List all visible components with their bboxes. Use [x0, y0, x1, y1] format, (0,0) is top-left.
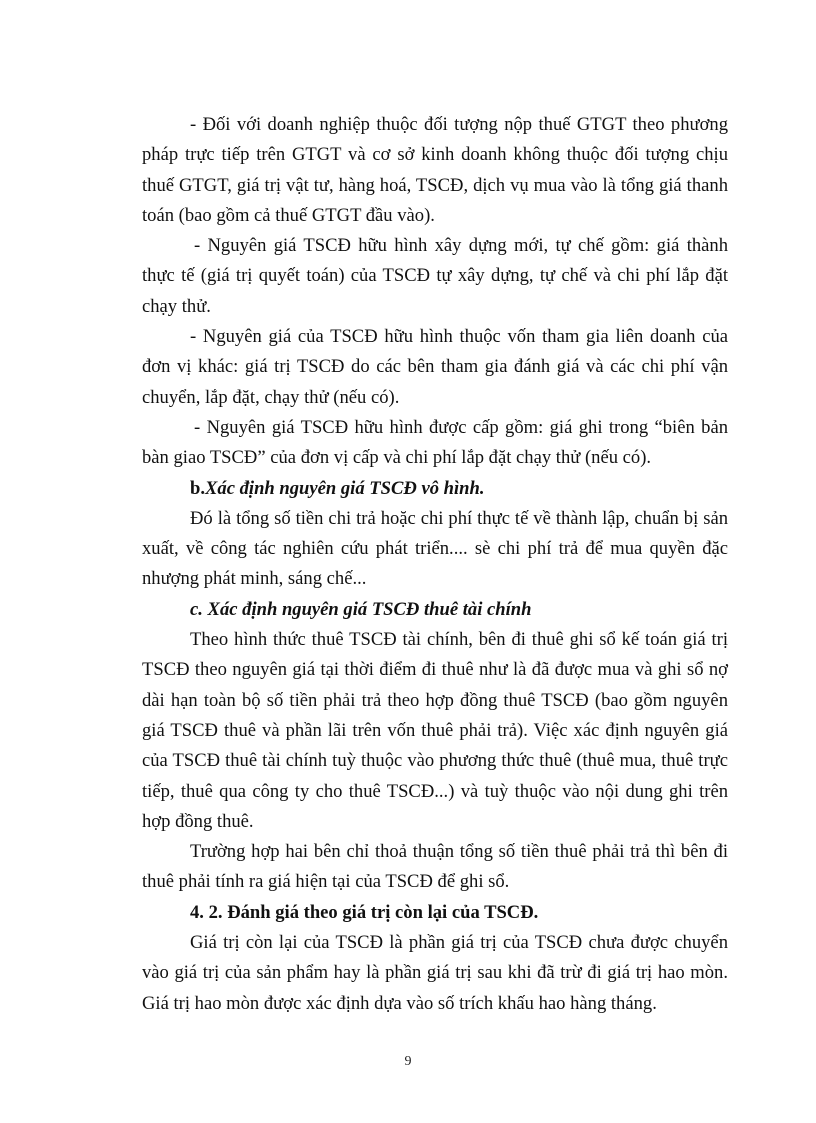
paragraph-self-built-assets: - Nguyên giá TSCĐ hữu hình xây dựng mới, tự chế gồm: giá thành thực tế (giá trị quyết toán) của TSCĐ tự xây dựng, tự chế và chi phí lắp đặt chạy thử. [142, 235, 728, 317]
paragraph-finance-lease: Theo hình thức thuê TSCĐ tài chính, bên đi thuê ghi sổ kế toán giá trị TSCĐ theo nguyên giá tại thời điểm đi thuê như là đã được mua và ghi sổ nợ dài hạn toàn bộ số tiền phải trả theo hợp đồng thuê TSCĐ (bao gồm nguyên giá TSCĐ thuê và phần lãi trên vốn thuê phải trả). Việc xác định nguyên giá của TSCĐ thuê tài chính tuỳ thuộc vào phương thức thuê (thuê mua, thuê trực tiếp, thuê qua công ty cho thuê TSCĐ...) và tuỳ thuộc vào nội dung ghi trên hợp đồng thuê. [142, 629, 728, 832]
section-heading-b [142, 474, 728, 504]
paragraph-joint-venture-assets: - Nguyên giá của TSCĐ hữu hình thuộc vốn tham gia liên doanh của đơn vị khác: giá trị TSCĐ do các bên tham gia đánh giá và các chi phí vận chuyển, lắp đặt, chạy thử (nếu có). [142, 326, 728, 408]
paragraph-direct-method: - Đối với doanh nghiệp thuộc đối tượng nộp thuế GTGT theo phương pháp trực tiếp trên GTGT và cơ sở kinh doanh không thuộc đối tượng chịu thuế GTGT, giá trị vật tư, hàng hoá, TSCĐ, dịch vụ mua vào là tổng giá thanh toán (bao gồm cả thuế GTGT đầu vào). [142, 114, 728, 226]
section-heading-b-prefix: b. [190, 477, 205, 499]
document-page [142, 110, 728, 1019]
paragraph-intangible-assets: Đó là tổng số tiền chi trả hoặc chi phí thực tế về thành lập, chuẩn bị sản xuất, về công tác nghiên cứu phát triển.... sè chi phí trả để mua quyền đặc nhượng phát minh, sáng chế... [142, 507, 728, 590]
paragraph-residual-value: Giá trị còn lại của TSCĐ là phần giá trị của TSCĐ chưa được chuyển vào giá trị của sản phẩm hay là phần giá trị sau khi đã trừ đi giá trị hao mòn. Giá trị hao mòn được xác định dựa vào số trích khấu hao hàng tháng. [142, 932, 728, 1014]
paragraph-lease-agreement: Trường hợp hai bên chỉ thoả thuận tổng số tiền thuê phải trả thì bên đi thuê phải tính ra giá hiện tại của TSCĐ để ghi sổ. [142, 841, 728, 893]
section-heading-b-text: Xác định nguyên giá TSCĐ vô hình. [205, 477, 485, 499]
paragraph-allocated-assets: - Nguyên giá TSCĐ hữu hình được cấp gồm: giá ghi trong “biên bản bàn giao TSCĐ” của đơn vị cấp và chi phí lắp đặt chạy thử (nếu có). [142, 416, 728, 469]
section-heading-c: c. Xác định nguyên giá TSCĐ thuê tài chính [190, 598, 532, 620]
page-number: 9 [404, 1054, 412, 1069]
section-heading-4-2: 4. 2. Đánh giá theo giá trị còn lại của TSCĐ. [190, 901, 539, 923]
